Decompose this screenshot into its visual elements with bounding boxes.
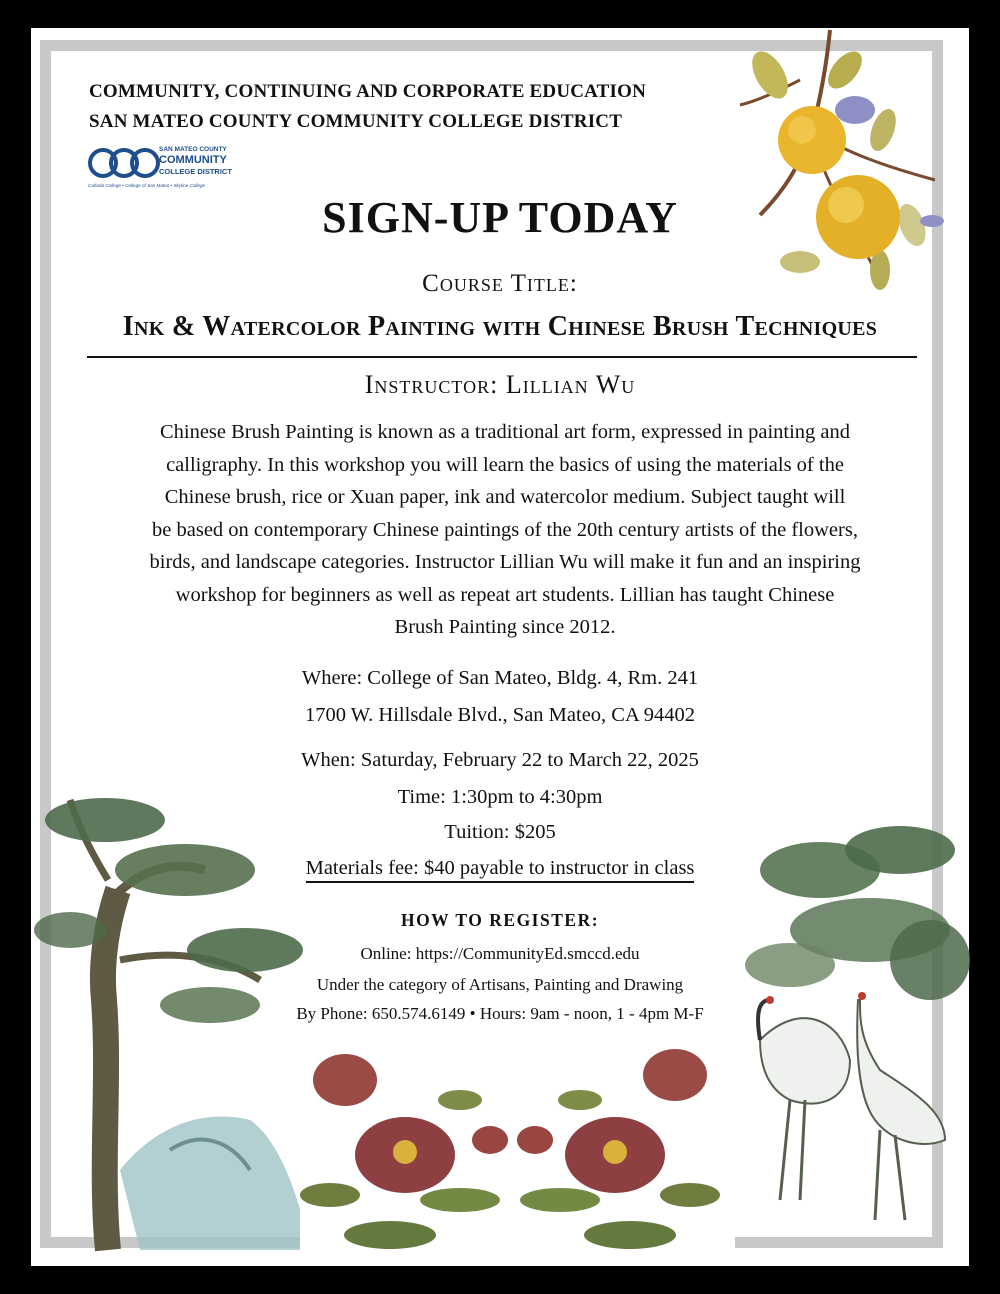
description-line: Brush Painting since 2012. <box>394 616 616 638</box>
register-heading: HOW TO REGISTER: <box>400 910 600 930</box>
peony-flowers-illustration <box>300 1035 735 1260</box>
description-line: calligraphy. In this workshop you will learn the basics of using the materials of the <box>166 453 844 476</box>
dates: When: Saturday, February 22 to March 22, 2025 <box>301 749 699 771</box>
persimmon-branch-illustration <box>740 30 944 290</box>
department-name: COMMUNITY, CONTINUING AND CORPORATE EDUCATION <box>89 81 647 102</box>
materials-fee: Materials fee: $40 payable to instructor in class <box>306 857 695 883</box>
title-divider <box>87 356 917 358</box>
description-line: workshop for beginners as well as repeat art students. Lillian has taught Chinese <box>175 583 835 606</box>
description-line: Chinese brush, rice or Xuan paper, ink and watercolor medium. Subject taught will <box>164 486 846 508</box>
materials-fee-line <box>0 857 1000 880</box>
instructor-name: Instructor: Lillian Wu <box>364 370 636 399</box>
rings-icon <box>88 146 162 180</box>
logo-community-text: COMMUNITY <box>159 154 227 166</box>
headline: SIGN-UP TODAY <box>322 193 678 242</box>
logo-top-text: SAN MATEO COUNTY <box>159 146 227 153</box>
description-line: birds, and landscape categories. Instructor Lillian Wu will make it fun and an inspiring <box>149 551 861 573</box>
tuition: Tuition: $205 <box>444 821 556 843</box>
course-description <box>110 416 900 644</box>
logo-colleges-text: Cañada College • College of San Mateo • Skyline College <box>88 183 206 188</box>
address: 1700 W. Hillsdale Blvd., San Mateo, CA 94402 <box>304 704 696 726</box>
district-name: SAN MATEO COUNTY COMMUNITY COLLEGE DISTRICT <box>89 111 623 132</box>
course-title: Ink & Watercolor Painting with Chinese Brush Techniques <box>122 311 878 342</box>
register-phone: By Phone: 650.574.6149 • Hours: 9am - noon, 1 - 4pm M-F <box>296 1004 704 1023</box>
location: Where: College of San Mateo, Bldg. 4, Rm. 241 <box>301 667 699 689</box>
course-label: Course Title: <box>422 270 578 297</box>
register-category: Under the category of Artisans, Painting and Drawing <box>316 975 684 994</box>
logo-district-text: COLLEGE DISTRICT <box>159 167 232 176</box>
description-line: be based on contemporary Chinese paintings of the 20th century artists of the flowers, <box>152 518 858 541</box>
district-logo <box>86 143 246 195</box>
description-line: Chinese Brush Painting is known as a traditional art form, expressed in painting and <box>159 421 851 443</box>
class-time: Time: 1:30pm to 4:30pm <box>397 786 603 808</box>
register-online: Online: https://CommunityEd.smccd.edu <box>360 944 640 963</box>
